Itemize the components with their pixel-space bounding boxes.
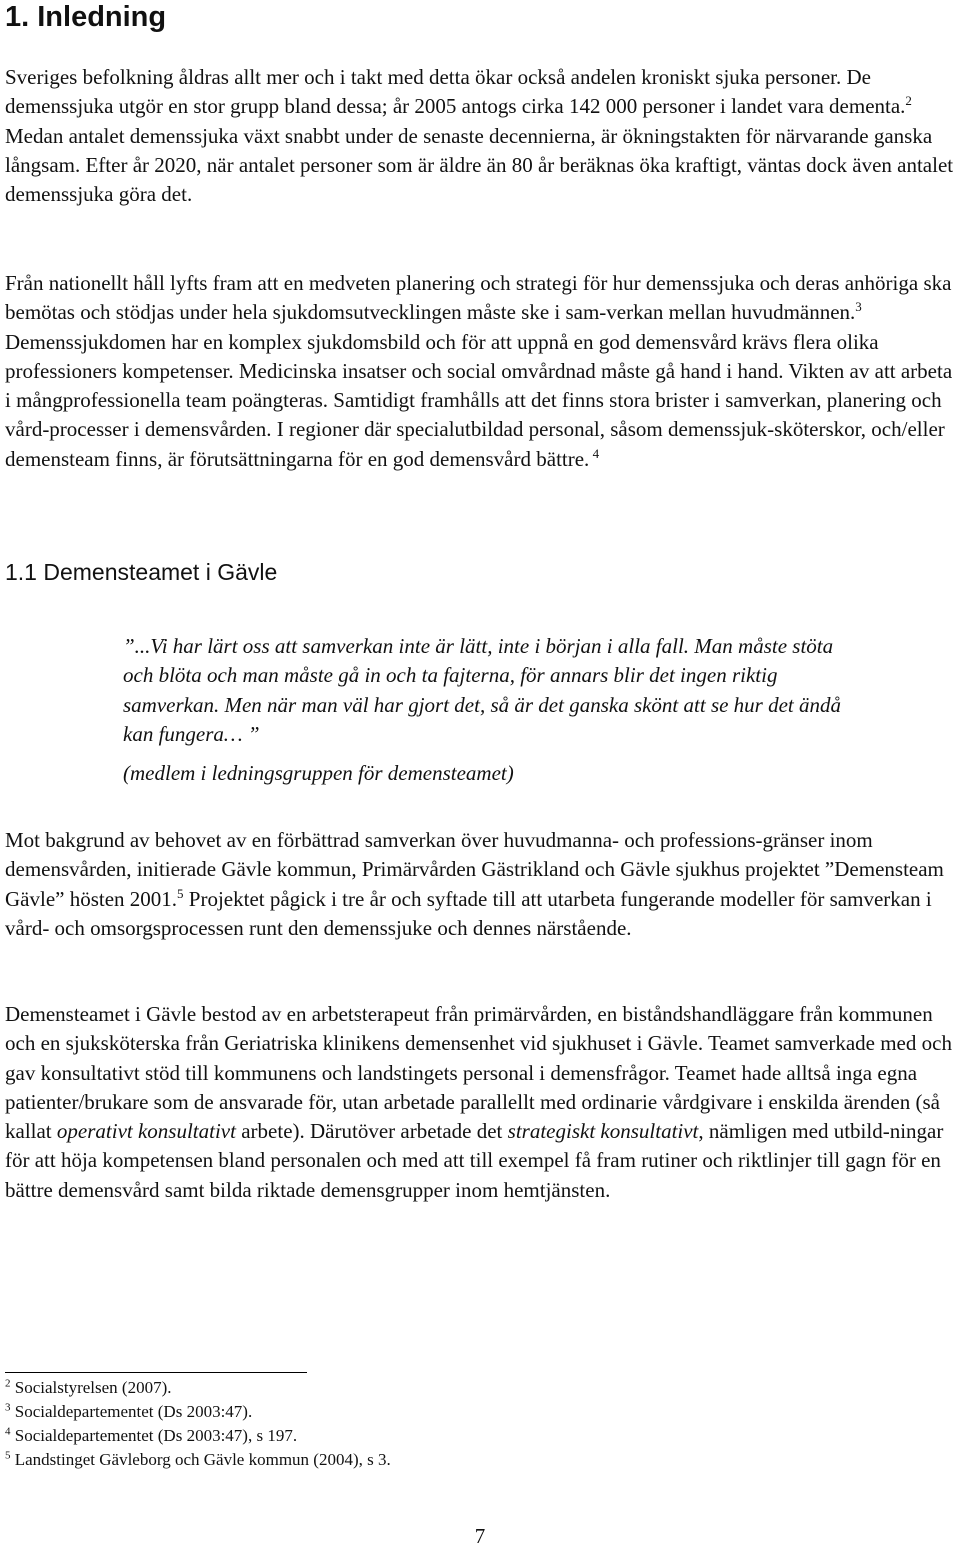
paragraph-text: Projektet pågick i tre år och syftade till att utarbeta fungerande modeller för samverkan i vård- och omsorgsprocessen runt den demenssjuke och dennes närstående. [5,886,932,940]
footnote-item [5,1424,391,1448]
paragraph-text: , nämligen med utbild-ningar för att höja kompetensen bland personalen och med att till exempel få fram rutiner och riktlinjer till gagn för en bättre demensvård samt bilda riktade demensgrupper inom hemtjänsten. [5,1119,944,1202]
section-heading: 1.1 Demensteamet i Gävle [5,559,278,585]
paragraph-team [5,1000,956,1205]
footnote-ref[interactable]: 4 [589,445,600,461]
paragraph-text: Mot bakgrund av behovet av en förbättrad samverkan över huvudmanna- och professions-gränser inom demensvården, initierade Gävle kommun, Primärvården Gästrikland och Gävle sjukhus projektet ”Demensteam Gävle” hösten 2001. [5,828,944,911]
emphasis-text: strategiskt konsultativt [507,1119,699,1144]
chapter-heading: 1. Inledning [5,1,167,33]
footnote-text: Socialdepartementet (Ds 2003:47), s 197. [10,1426,298,1445]
page-number: 7 [474,1524,486,1548]
footnote-ref[interactable]: 2 [905,93,912,109]
quote-text: ”...Vi har lärt oss att samverkan inte är lätt, inte i början i alla fall. Man måste stöta och blöta och man måste gå in och ta fajterna, för annars blir det ingen riktig samverkan. Men när man väl har gjort det, så är det ganska skönt att se hur det ändå kan fungera… ” [123,634,842,746]
paragraph-text: Från nationellt håll lyfts fram att en medveten planering och strategi för hur demenssjuka och deras anhöriga ska bemötas och stödjas under hela sjukdomsutvecklingen måste ske i sam-verkan mellan huvudmännen. [5,271,952,325]
footnote-number: 3 [5,1401,11,1414]
paragraph-background [5,826,956,943]
footnote-item [5,1448,391,1472]
footnote-item [5,1400,391,1424]
paragraph-intro [5,63,956,209]
quote-source: (medlem i ledningsgruppen för demensteamet) [123,761,514,785]
quote-block [123,632,860,749]
footnote-ref[interactable]: 5 [177,885,184,901]
emphasis-text: operativt konsultativt [56,1119,236,1144]
paragraph-text: Demenssjukdomen har en komplex sjukdomsbild och för att uppnå en god demensvård krävs flera olika professioners kompetenser. Medicinska insatser och social omvårdnad måste gå hand i hand. Vikten av att arbeta i mångprofessionella team poängteras. Samtidigt framhålls att det finns stora brister i samverkan, planering och vård-processer i demensvården. I regioner där specialutbildad personal, såsom demenssjuk-sköterskor, och/eller demensteam finns, är förutsättningarna för en god demensvård bättre. [5,329,953,471]
paragraph-text: arbete). Därutöver arbetade det [235,1119,508,1144]
footnote-item [5,1376,391,1400]
footnote-text: Landstinget Gävleborg och Gävle kommun (2004), s 3. [10,1450,391,1469]
footnote-number: 4 [5,1425,11,1438]
footnote-number: 5 [5,1449,11,1462]
paragraph-text: Sveriges befolkning åldras allt mer och i takt med detta ökar också andelen kroniskt sjuka personer. De demenssjuka utgör en stor grupp bland dessa; år 2005 antogs cirka 142 000 personer i landet vara dementa. [5,65,906,119]
footnote-text: Socialstyrelsen (2007). [10,1378,172,1397]
footnote-number: 2 [5,1377,11,1390]
paragraph-text: Demensteamet i Gävle bestod av en arbetsterapeut från primärvården, en biståndshandläggare från kommunen och en sjuksköterska från Geriatriska klinikens demensenhet vid sjukhuset i Gävle. Teamet samverkade med och gav konsultativt stöd till kommunens och landstingets personal i demensfrågor. Teamet hade alltså inga egna patienter/brukare som de ansvarade för, utan arbetade parallellt med ordinarie vårdgivare i enskilda ärenden (så kallat [5,1002,952,1144]
paragraph-text: Medan antalet demenssjuka växt snabbt under de senaste decennierna, är ökningstakten för närvarande ganska långsam. Efter år 2020, när antalet personer som är äldre än 80 år beräknas öka kraftigt, väntas dock även antalet demenssjuka göra det. [5,123,954,207]
footnotes [5,1376,391,1472]
footnote-divider [5,1372,307,1373]
footnote-ref[interactable]: 3 [855,299,862,315]
footnote-text: Socialdepartementet (Ds 2003:47). [10,1402,253,1421]
paragraph-national [5,269,956,474]
